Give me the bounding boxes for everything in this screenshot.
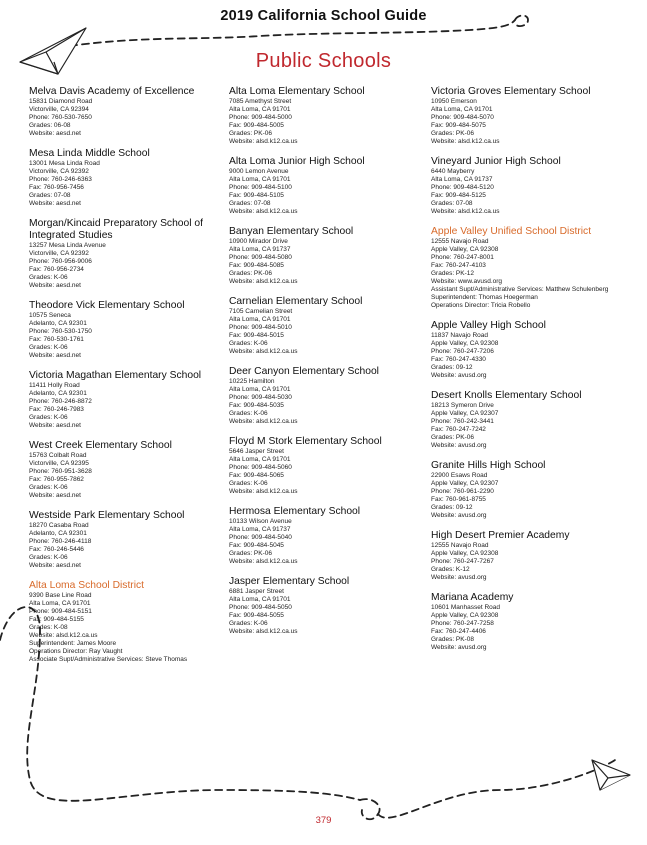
school-name: Morgan/Kincaid Preparatory School of Integrated Studies <box>29 218 203 241</box>
column-1 <box>29 86 225 674</box>
school-entry <box>29 148 225 208</box>
entry-detail-line: Fax: 909-484-5045 <box>229 542 284 549</box>
entry-detail-line: Fax: 760-956-7456 <box>29 184 84 191</box>
entry-detail-line: Website: avusd.org <box>431 644 487 651</box>
entry-detail-line: Grades: 07-08 <box>229 200 271 207</box>
entry-detail-line: 5646 Jasper Street <box>229 448 284 455</box>
entry-detail-line: Fax: 909-484-5125 <box>431 192 486 199</box>
entry-detail-line: Grades: K-06 <box>229 410 268 417</box>
entry-detail-line: 6440 Mayberry <box>431 168 475 175</box>
entry-detail-line: 18270 Casaba Road <box>29 522 89 529</box>
entry-detail-line: Alta Loma, CA 91701 <box>229 386 291 393</box>
entry-detail-line: Alta Loma, CA 91701 <box>229 316 291 323</box>
school-entry <box>229 576 425 636</box>
entry-detail-line: Grades: K-08 <box>29 624 68 631</box>
entry-detail-line: Superintendent: James Moore <box>29 640 117 647</box>
entry-detail-line: Grades: PK-06 <box>229 550 272 557</box>
school-name: West Creek Elementary School <box>29 440 172 451</box>
school-name: Mesa Linda Middle School <box>29 148 150 159</box>
school-entry <box>29 510 225 570</box>
entry-detail-line: 10225 Hamilton <box>229 378 275 385</box>
school-name: Alta Loma Junior High School <box>229 156 365 167</box>
paper-plane-bottom-right-icon <box>592 760 630 790</box>
entry-detail-line: 13257 Mesa Linda Avenue <box>29 242 106 249</box>
district-entry <box>431 226 631 310</box>
entry-detail-line: Phone: 760-247-7267 <box>431 558 494 565</box>
entry-detail-line: Website: alsd.k12.ca.us <box>29 632 98 639</box>
entry-detail-line: Website: avusd.org <box>431 512 487 519</box>
entry-detail-line: Grades: PK-06 <box>431 434 474 441</box>
entry-detail-line: 10950 Emerson <box>431 98 477 105</box>
entry-detail-line: Alta Loma, CA 91701 <box>29 600 91 607</box>
entry-detail-line: Phone: 760-247-7258 <box>431 620 494 627</box>
entry-detail-line: Grades: 09-12 <box>431 364 473 371</box>
entry-detail-line: Website: aesd.net <box>29 200 81 207</box>
column-2 <box>229 86 425 646</box>
district-name: Alta Loma School District <box>29 580 145 591</box>
entry-detail-line: Apple Valley, CA 92308 <box>431 550 499 557</box>
entry-detail-line: 13001 Mesa Linda Road <box>29 160 100 167</box>
entry-detail-line: 22900 Esaws Road <box>431 472 488 479</box>
entry-detail-line: Grades: 06-08 <box>29 122 71 129</box>
entry-detail-line: Website: aesd.net <box>29 562 81 569</box>
entry-detail-line: Grades: 07-08 <box>431 200 473 207</box>
entry-detail-line: Website: alsd.k12.ca.us <box>229 418 298 425</box>
entry-detail-line: Website: avusd.org <box>431 442 487 449</box>
school-entry <box>229 226 425 286</box>
entry-detail-line: Apple Valley, CA 92307 <box>431 410 499 417</box>
entry-detail-line: Phone: 760-951-3628 <box>29 468 92 475</box>
entry-detail-line: Fax: 760-247-4330 <box>431 356 486 363</box>
school-name: Theodore Vick Elementary School <box>29 300 185 311</box>
entry-detail-line: Alta Loma, CA 91737 <box>431 176 493 183</box>
school-name: Banyan Elementary School <box>229 226 354 237</box>
entry-detail-line: 9000 Lemon Avenue <box>229 168 289 175</box>
entry-detail-line: Grades: K-06 <box>29 484 68 491</box>
entry-detail-line: Grades: K-06 <box>29 274 68 281</box>
entry-detail-line: Fax: 760-247-4406 <box>431 628 486 635</box>
entry-detail-line: Fax: 909-484-5035 <box>229 402 284 409</box>
entry-detail-line: Website: avusd.org <box>431 574 487 581</box>
school-entry <box>431 86 631 146</box>
entry-detail-line: Phone: 760-961-2290 <box>431 488 494 495</box>
entry-detail-line: Website: aesd.net <box>29 352 81 359</box>
entry-detail-line: Victorville, CA 92392 <box>29 168 89 175</box>
school-name: Vineyard Junior High School <box>431 156 561 167</box>
entry-detail-line: Website: alsd.k12.ca.us <box>229 558 298 565</box>
school-name: Mariana Academy <box>431 592 514 603</box>
school-entry <box>431 460 631 520</box>
entry-detail-line: Phone: 909-484-5100 <box>229 184 292 191</box>
entry-detail-line: Adelanto, CA 92301 <box>29 320 87 327</box>
school-entry <box>229 506 425 566</box>
entry-detail-line: 10601 Manhasset Road <box>431 604 501 611</box>
entry-detail-line: Fax: 909-484-5015 <box>229 332 284 339</box>
entry-detail-line: Phone: 760-242-3441 <box>431 418 494 425</box>
column-3 <box>431 86 631 662</box>
entry-detail-line: Phone: 760-246-4118 <box>29 538 92 545</box>
entry-detail-line: Fax: 909-484-5105 <box>229 192 284 199</box>
entry-detail-line: Apple Valley, CA 92308 <box>431 340 499 347</box>
entry-detail-line: Fax: 760-247-4103 <box>431 262 486 269</box>
page-number: 379 <box>315 815 332 826</box>
school-name: Granite Hills High School <box>431 460 546 471</box>
school-entry <box>29 370 225 430</box>
district-entry <box>29 580 225 664</box>
entry-detail-line: Fax: 760-247-7242 <box>431 426 486 433</box>
entry-detail-line: 11837 Navajo Road <box>431 332 488 339</box>
entry-detail-line: Grades: K-06 <box>229 340 268 347</box>
entry-detail-line: Website: aesd.net <box>29 422 81 429</box>
entry-detail-line: 9390 Base Line Road <box>29 592 92 599</box>
entry-detail-line: 10900 Mirador Drive <box>229 238 288 245</box>
entry-detail-line: Fax: 760-246-5446 <box>29 546 84 553</box>
school-name: High Desert Premier Academy <box>431 530 570 541</box>
school-entry <box>229 436 425 496</box>
entry-detail-line: Fax: 760-955-7862 <box>29 476 84 483</box>
entry-detail-line: Website: aesd.net <box>29 282 81 289</box>
entry-detail-line: Fax: 760-530-1761 <box>29 336 84 343</box>
entry-detail-line: Phone: 909-484-5120 <box>431 184 494 191</box>
entry-detail-line: Fax: 760-961-8755 <box>431 496 486 503</box>
entry-detail-line: Website: alsd.k12.ca.us <box>431 138 500 145</box>
entry-detail-line: Alta Loma, CA 91737 <box>229 526 291 533</box>
entry-detail-line: Phone: 760-246-8872 <box>29 398 92 405</box>
entry-detail-line: Adelanto, CA 92301 <box>29 390 87 397</box>
school-name: Deer Canyon Elementary School <box>229 366 379 377</box>
entry-detail-line: Grades: K-06 <box>29 414 68 421</box>
bottom-flight-path <box>378 760 615 818</box>
entry-detail-line: Fax: 760-956-2734 <box>29 266 84 273</box>
entry-detail-line: Victorville, CA 92395 <box>29 460 89 467</box>
entry-detail-line: Grades: K-06 <box>229 620 268 627</box>
entry-detail-line: Grades: PK-06 <box>229 270 272 277</box>
school-entry <box>431 592 631 652</box>
entry-detail-line: 11411 Holly Road <box>29 382 80 389</box>
entry-detail-line: Operations Director: Ray Vaught <box>29 648 123 655</box>
entry-detail-line: Phone: 909-484-5000 <box>229 114 292 121</box>
entry-detail-line: Grades: PK-08 <box>431 636 474 643</box>
entry-detail-line: 12555 Navajo Road <box>431 238 489 245</box>
entry-detail-line: Phone: 760-530-7650 <box>29 114 92 121</box>
school-entry <box>431 320 631 380</box>
entry-detail-line: Alta Loma, CA 91737 <box>229 246 291 253</box>
school-entry <box>229 86 425 146</box>
school-entry <box>29 440 225 500</box>
entry-detail-line: Apple Valley, CA 92308 <box>431 612 499 619</box>
entry-detail-line: 7105 Carnelian Street <box>229 308 293 315</box>
entry-detail-line: Fax: 760-246-7983 <box>29 406 84 413</box>
entry-detail-line: Victorville, CA 92394 <box>29 106 89 113</box>
entry-detail-line: Phone: 760-247-8001 <box>431 254 494 261</box>
school-entry <box>229 156 425 216</box>
entry-detail-line: Grades: K-06 <box>29 554 68 561</box>
entry-detail-line: 6881 Jasper Street <box>229 588 284 595</box>
entry-detail-line: Alta Loma, CA 91701 <box>229 106 291 113</box>
school-name: Westside Park Elementary School <box>29 510 185 521</box>
entry-detail-line: Phone: 909-484-5040 <box>229 534 292 541</box>
entry-detail-line: Fax: 909-484-5155 <box>29 616 84 623</box>
school-name: Floyd M Stork Elementary School <box>229 436 382 447</box>
entry-detail-line: Fax: 909-484-5075 <box>431 122 486 129</box>
entry-detail-line: Phone: 760-956-9006 <box>29 258 92 265</box>
school-entry <box>29 86 225 138</box>
entry-detail-line: Phone: 909-484-5010 <box>229 324 292 331</box>
entry-detail-line: Website: alsd.k12.ca.us <box>229 138 298 145</box>
entry-detail-line: Associate Supt/Administrative Services: Steve Thomas <box>29 656 188 663</box>
entry-detail-line: Grades: PK-06 <box>229 130 272 137</box>
entry-detail-line: 15763 Colbalt Road <box>29 452 87 459</box>
entry-detail-line: Website: alsd.k12.ca.us <box>229 278 298 285</box>
entry-detail-line: Website: www.avusd.org <box>431 278 503 285</box>
school-name: Victoria Groves Elementary School <box>431 86 591 97</box>
school-entry <box>29 300 225 360</box>
entry-detail-line: Fax: 909-484-5085 <box>229 262 284 269</box>
entry-detail-line: Phone: 909-484-5151 <box>29 608 92 615</box>
entry-detail-line: Phone: 909-484-5080 <box>229 254 292 261</box>
entry-detail-line: Grades: PK-06 <box>431 130 474 137</box>
entry-detail-line: 7085 Amethyst Street <box>229 98 292 105</box>
school-name: Alta Loma Elementary School <box>229 86 365 97</box>
entry-detail-line: 18213 Symeron Drive <box>431 402 494 409</box>
entry-detail-line: Fax: 909-484-5055 <box>229 612 284 619</box>
entry-detail-line: Phone: 909-484-5030 <box>229 394 292 401</box>
entry-detail-line: 10133 Wilson Avenue <box>229 518 292 525</box>
entry-detail-line: Alta Loma, CA 91701 <box>431 106 493 113</box>
entry-detail-line: Phone: 760-530-1750 <box>29 328 92 335</box>
entry-detail-line: Website: alsd.k12.ca.us <box>229 488 298 495</box>
school-entry <box>229 366 425 426</box>
district-name: Apple Valley Unified School District <box>431 226 592 237</box>
entry-detail-line: Alta Loma, CA 91701 <box>229 596 291 603</box>
entry-detail-line: Grades: K-06 <box>229 480 268 487</box>
guide-title: 2019 California School Guide <box>220 8 427 24</box>
school-entry <box>29 218 225 290</box>
entry-detail-line: Grades: K-12 <box>431 566 470 573</box>
entry-detail-line: Fax: 909-484-5065 <box>229 472 284 479</box>
entry-detail-line: Phone: 760-246-6363 <box>29 176 92 183</box>
entry-detail-line: Phone: 909-484-5060 <box>229 464 292 471</box>
section-title: Public Schools <box>255 50 392 72</box>
entry-detail-line: Operations Director: Tricia Robello <box>431 302 531 309</box>
entry-detail-line: Alta Loma, CA 91701 <box>229 456 291 463</box>
entry-detail-line: Website: avusd.org <box>431 372 487 379</box>
school-name: Carnelian Elementary School <box>229 296 363 307</box>
entry-detail-line: Grades: 09-12 <box>431 504 473 511</box>
entry-detail-line: Apple Valley, CA 92308 <box>431 246 499 253</box>
entry-detail-line: Grades: 07-08 <box>29 192 71 199</box>
school-name: Melva Davis Academy of Excellence <box>29 86 195 97</box>
school-name: Desert Knolls Elementary School <box>431 390 582 401</box>
school-entry <box>431 156 631 216</box>
school-entry <box>229 296 425 356</box>
entry-detail-line: Superintendent: Thomas Hoegerman <box>431 294 538 301</box>
entry-detail-line: Grades: K-06 <box>29 344 68 351</box>
entry-detail-line: 10575 Seneca <box>29 312 71 319</box>
entry-detail-line: Website: alsd.k12.ca.us <box>229 628 298 635</box>
entry-detail-line: Phone: 909-484-5050 <box>229 604 292 611</box>
school-name: Victoria Magathan Elementary School <box>29 370 202 381</box>
entry-detail-line: Website: alsd.k12.ca.us <box>431 208 500 215</box>
entry-detail-line: Website: alsd.k12.ca.us <box>229 348 298 355</box>
entry-detail-line: Website: aesd.net <box>29 492 81 499</box>
school-name: Apple Valley High School <box>431 320 546 331</box>
entry-detail-line: Phone: 760-247-7206 <box>431 348 494 355</box>
school-name: Jasper Elementary School <box>229 576 350 587</box>
school-name: Hermosa Elementary School <box>229 506 361 517</box>
entry-detail-line: 15831 Diamond Road <box>29 98 93 105</box>
entry-detail-line: Victorville, CA 92392 <box>29 250 89 257</box>
entry-detail-line: Phone: 909-484-5070 <box>431 114 494 121</box>
entry-detail-line: Grades: PK-12 <box>431 270 474 277</box>
school-entry <box>431 530 631 582</box>
entry-detail-line: Fax: 909-484-5005 <box>229 122 284 129</box>
entry-detail-line: Assistant Supt/Administrative Services: Matthew Schulenberg <box>431 286 609 293</box>
school-entry <box>431 390 631 450</box>
entry-detail-line: Adelanto, CA 92301 <box>29 530 87 537</box>
entry-detail-line: Alta Loma, CA 91701 <box>229 176 291 183</box>
entry-detail-line: Apple Valley, CA 92307 <box>431 480 499 487</box>
entry-detail-line: Website: alsd.k12.ca.us <box>229 208 298 215</box>
entry-detail-line: Website: aesd.net <box>29 130 81 137</box>
entry-detail-line: 12555 Navajo Road <box>431 542 489 549</box>
